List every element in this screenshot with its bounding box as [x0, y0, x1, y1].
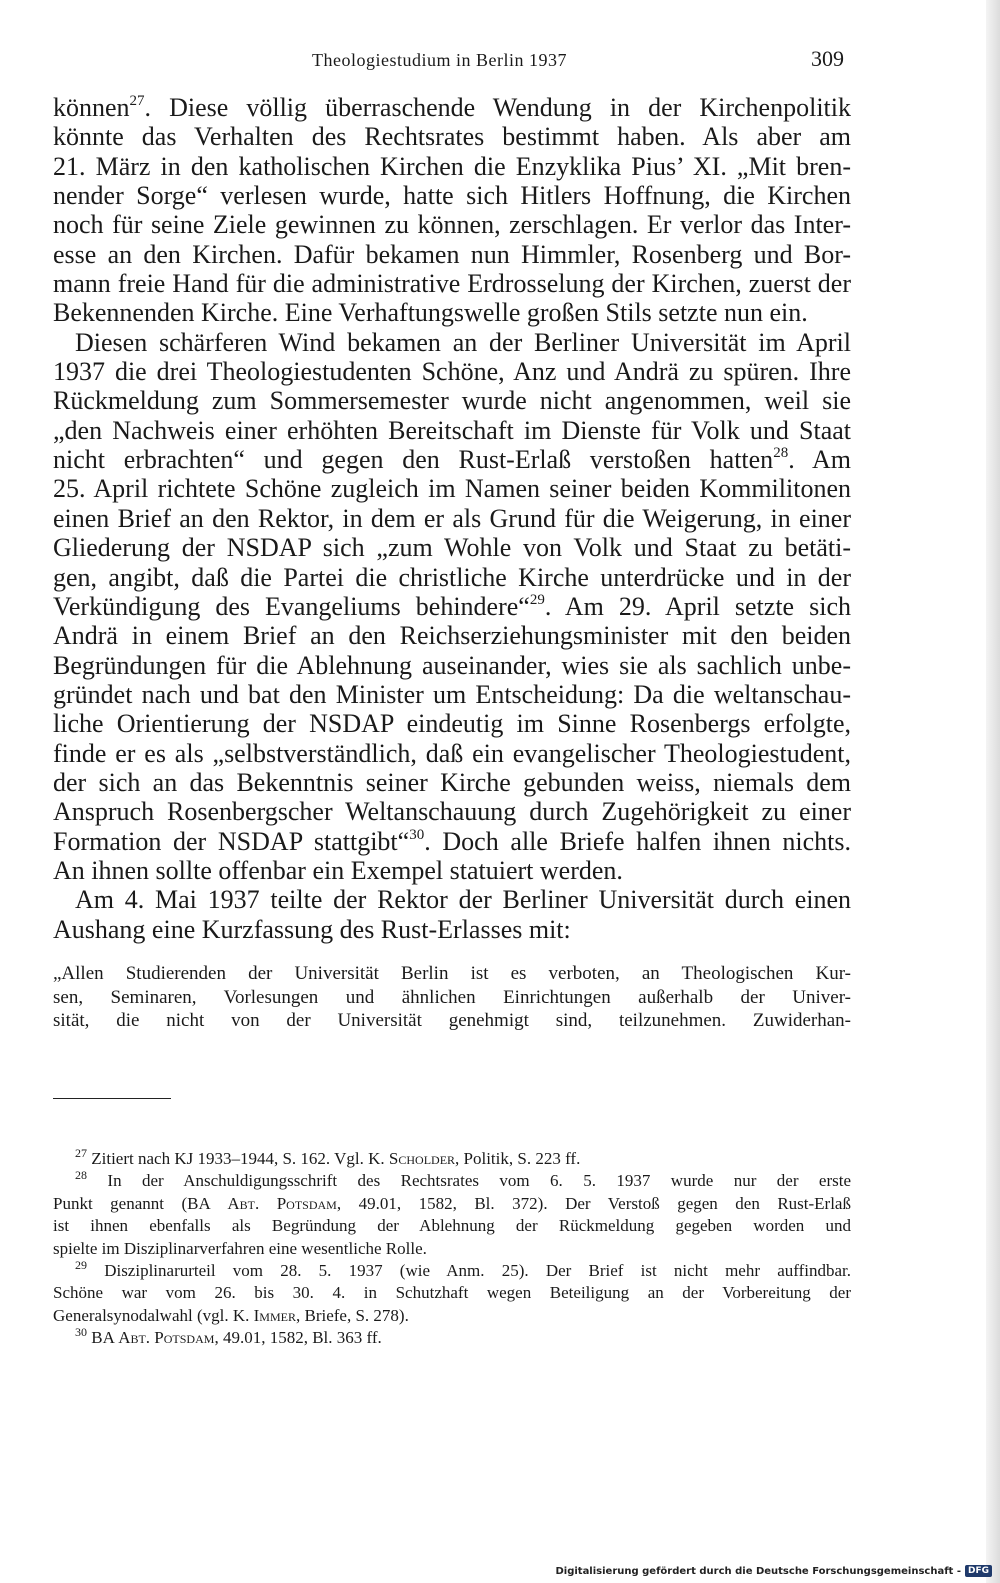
- text-line: einen Brief an den Rektor, in dem er als Grund für die Weigerung, in einer: [53, 503, 851, 533]
- text-line: Gliederung der NSDAP sich „zum Wohle von Volk und Staat zu betäti-: [53, 533, 851, 563]
- quote-line: sen, Seminaren, Vorlesungen und ähnlichen Einrichtungen außerhalb der Univer-: [53, 986, 851, 1008]
- footnote-29: [53, 1260, 851, 1327]
- text-line: Bekennenden Kirche. Eine Verhaftungswelle großen Stils setzte nun ein.: [53, 298, 808, 328]
- archive-name: Abt. Potsdam: [118, 1328, 215, 1348]
- text-line: 25. April richtete Schöne zugleich im Namen seiner beiden Kommilitonen: [53, 474, 851, 504]
- footnote-ref[interactable]: 30: [409, 826, 425, 843]
- footnote-line: [53, 1148, 851, 1170]
- author-name: Scholder: [388, 1149, 456, 1168]
- footnote-line: [53, 1193, 851, 1215]
- dfg-logo: DFG: [965, 1565, 992, 1577]
- text-run: , 49.01, 1582, Bl. 372). Der Verstoß gegen den Rust-Erlaß: [336, 1193, 851, 1213]
- footnote-line: [53, 1305, 851, 1327]
- text-line: gründet nach und bat den Minister um Entscheidung: Da die weltanschau-: [53, 679, 851, 709]
- running-head: [0, 46, 1000, 76]
- text-line: finde er es als „selbstverständlich, daß ein evangelischer Theologiestudent,: [53, 738, 851, 768]
- text-line: [53, 827, 851, 856]
- text-line: mann freie Hand für die administrative Erdrosselung der Kirchen, zuerst der: [53, 269, 851, 299]
- text-run: . Doch alle Briefe halfen ihnen nichts.: [424, 826, 851, 856]
- text-line: An ihnen sollte offenbar ein Exempel statuiert werden.: [53, 855, 623, 885]
- text-line: [53, 445, 851, 474]
- text-run: In der Anschuldigungsschrift des Rechtsrates vom 6. 5. 1937 wurde nur der erste: [87, 1171, 851, 1191]
- digitization-credit: [555, 1563, 992, 1579]
- footnote-line: spielte im Disziplinarverfahren eine wesentliche Rolle.: [53, 1238, 427, 1258]
- text-line: Diesen schärferen Wind bekamen an der Berliner Universität im April: [75, 327, 851, 357]
- footnote-line: [53, 1260, 851, 1282]
- text-line: 21. März in den katholischen Kirchen die Enzyklika Pius’ XI. „Mit bren-: [53, 151, 851, 181]
- text-run: . Diese völlig überraschende Wendung in der Kirchenpolitik: [144, 93, 851, 122]
- text-line: [53, 592, 851, 621]
- text-line: esse an den Kirchen. Dafür bekamen nun Himmler, Rosenberg und Bor-: [53, 239, 851, 269]
- text-run: Zitiert nach KJ 1933–1944, S. 162. Vgl. K.: [87, 1149, 389, 1168]
- footnote-number: 29: [75, 1258, 87, 1273]
- text-run: , 49.01, 1582, Bl. 363 ff.: [214, 1328, 382, 1348]
- footnote-line: [53, 1170, 851, 1192]
- footnotes: [53, 1148, 851, 1350]
- footnote-line: Schöne war vom 26. bis 30. 4. in Schutzhaft wegen Beteiligung an der Vorbereitung der: [53, 1283, 851, 1303]
- text-run: BA: [87, 1328, 119, 1348]
- quote-line: „Allen Studierenden der Universität Berlin ist es verboten, an Theologischen Kur-: [53, 963, 851, 984]
- text-run: Disziplinarurteil vom 28. 5. 1937 (wie Anm. 25). Der Brief ist nicht mehr auffindbar.: [87, 1261, 851, 1281]
- text-run: , Briefe, S. 278).: [295, 1305, 409, 1325]
- text-run: . Am: [788, 445, 851, 475]
- footnote-number: 30: [75, 1325, 87, 1340]
- credit-text: Digitalisierung gefördert durch die Deutsche Forschungsgemeinschaft -: [555, 1565, 961, 1577]
- block-quote: [53, 962, 851, 1033]
- footnote-27: [53, 1148, 851, 1170]
- text-line: nender Sorge“ verlesen wurde, hatte sich Hitlers Hoffnung, die Kirchen: [53, 181, 851, 211]
- text-line: der sich an das Bekenntnis seiner Kirche gebunden weiss, niemals dem: [53, 767, 851, 797]
- footnote-separator: [53, 1098, 171, 1099]
- footnote-number: 27: [75, 1146, 87, 1160]
- text-line: „den Nachweis einer erhöhten Bereitschaft im Dienste für Volk und Staat: [53, 415, 851, 445]
- text-line: gen, angibt, daß die Partei die christliche Kirche unterdrücke und in der: [53, 562, 851, 592]
- text-line: Am 4. Mai 1937 teilte der Rektor der Berliner Universität durch einen: [75, 885, 851, 915]
- footnote-30: [53, 1327, 851, 1349]
- text-run: , Politik, S. 223 ff.: [455, 1149, 581, 1168]
- text-run: . Am 29. April setzte sich: [544, 591, 851, 621]
- paragraph: [53, 885, 851, 944]
- text-run: Verkündigung des Evangeliums behindere“: [53, 591, 530, 621]
- text-line: liche Orientierung der NSDAP eindeutig im Sinne Rosenbergs erfolgte,: [53, 709, 851, 739]
- scan-edge: [986, 0, 1000, 1583]
- footnote-line: ist ihnen ebenfalls als Begründung der Ablehnung der Rückmeldung gegeben worden und: [53, 1216, 851, 1236]
- text-line: [53, 93, 851, 122]
- text-line: Anspruch Rosenbergscher Weltanschauung durch Zugehörigkeit zu einer: [53, 797, 851, 827]
- text-line: Rückmeldung zum Sommersemester wurde nicht angenommen, weil sie: [53, 386, 851, 416]
- text-run: Formation der NSDAP stattgibt“: [53, 826, 410, 856]
- text-run: nicht erbrachten“ und gegen den Rust-Erlaß verstoßen hatten: [53, 445, 774, 475]
- text-run: Generalsynodalwahl (vgl. K.: [53, 1305, 254, 1325]
- text-line: Begründungen für die Ablehnung auseinander, wies sie als sachlich unbe-: [53, 650, 851, 680]
- text-line: Aushang eine Kurzfassung des Rust-Erlasses mit:: [53, 914, 571, 944]
- author-name: Immer: [253, 1305, 296, 1325]
- footnote-number: 28: [75, 1168, 87, 1183]
- text-line: Andrä in einem Brief an den Reichserziehungsminister mit den beiden: [53, 621, 851, 651]
- text-run: können: [53, 93, 130, 122]
- paragraph: [53, 328, 851, 886]
- text-line: noch für seine Ziele gewinnen zu können, zerschlagen. Er verlor das Inter-: [53, 210, 851, 240]
- paragraph: [53, 93, 851, 328]
- page-number: 309: [811, 46, 844, 71]
- footnote-line: [53, 1327, 851, 1349]
- footnote-28: [53, 1170, 851, 1260]
- footnote-ref[interactable]: 27: [129, 93, 145, 109]
- text-line: könnte das Verhalten des Rechtsrates bestimmt haben. Als aber am: [53, 122, 851, 152]
- footnote-ref[interactable]: 28: [773, 445, 789, 462]
- text-line: 1937 die drei Theologiestudenten Schöne, Anz und Andrä zu spüren. Ihre: [53, 357, 851, 387]
- quote-line: sität, die nicht von der Universität genehmigt sind, teilzunehmen. Zuwiderhan-: [53, 1010, 851, 1031]
- text-run: Punkt genannt (BA: [53, 1193, 228, 1213]
- archive-name: Abt. Potsdam: [227, 1193, 337, 1213]
- running-title: Theologiestudium in Berlin 1937: [312, 50, 567, 70]
- body-text: [53, 93, 851, 944]
- footnote-ref[interactable]: 29: [529, 591, 545, 608]
